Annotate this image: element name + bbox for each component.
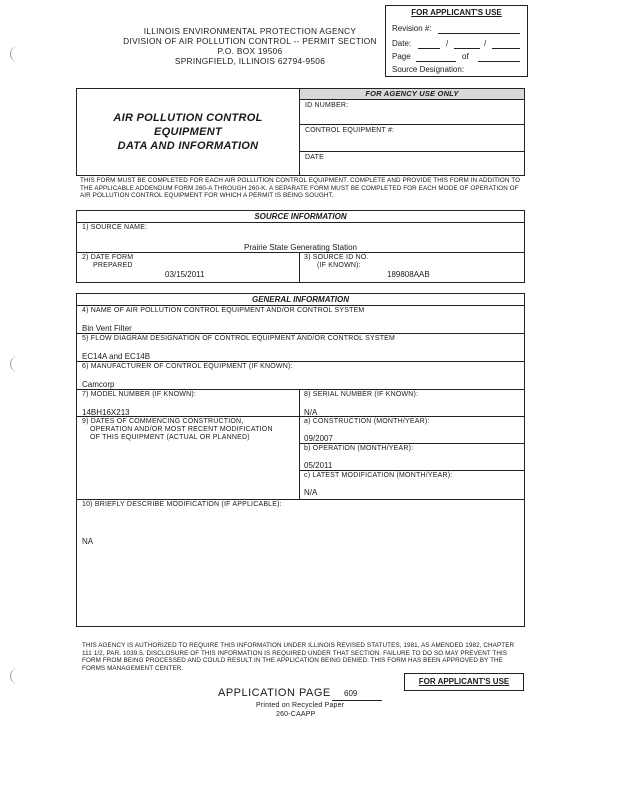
form-title-line1: AIR POLLUTION CONTROL <box>113 112 263 124</box>
applicant-use-box-bottom <box>404 673 524 691</box>
agency-date-label: DATE <box>305 154 324 161</box>
date-label: Date: <box>392 39 412 48</box>
q4-value: Bin Vent Filter <box>82 324 132 333</box>
page-label: Page <box>392 52 411 61</box>
q9a-label: a) CONSTRUCTION (MONTH/YEAR): <box>304 418 430 425</box>
scan-mark <box>10 668 19 684</box>
q9-label-3: OF THIS EQUIPMENT (ACTUAL OR PLANNED) <box>90 434 250 441</box>
title-block <box>76 88 525 176</box>
form-title-line3: DATA AND INFORMATION <box>117 140 259 152</box>
agency-header <box>110 26 390 66</box>
q7-value: 14BH16X213 <box>82 408 130 417</box>
q9c-value: N/A <box>304 488 318 497</box>
q9-label: 9) DATES OF COMMENCING CONSTRUCTION, <box>82 418 244 425</box>
page-of: of <box>462 52 469 61</box>
applicant-use-box-top <box>385 5 528 77</box>
id-number-label: ID NUMBER: <box>305 102 349 109</box>
q8-label: 8) SERIAL NUMBER (IF KNOWN): <box>304 391 419 398</box>
agency-name: ILLINOIS ENVIRONMENTAL PROTECTION AGENCY <box>143 26 357 36</box>
printed-on-recycled: Printed on Recycled Paper <box>256 702 345 709</box>
q5-label: 5) FLOW DIAGRAM DESIGNATION OF CONTROL EQUIPMENT AND/OR CONTROL SYSTEM <box>82 335 396 342</box>
q8-value: N/A <box>304 408 318 417</box>
source-id-value: 189808AAB <box>387 270 430 279</box>
form-title <box>77 111 299 153</box>
general-info-heading: GENERAL INFORMATION <box>251 295 350 304</box>
agency-city: SPRINGFIELD, ILLINOIS 62794-9506 <box>174 56 326 66</box>
date-separator: / <box>484 39 487 48</box>
application-page-value: 609 <box>344 689 358 698</box>
applicant-use-bottom-title: FOR APPLICANT'S USE <box>418 677 510 686</box>
source-name-label: 1) SOURCE NAME: <box>82 224 148 231</box>
scan-mark <box>10 356 19 372</box>
q10-label: 10) BRIEFLY DESCRIBE MODIFICATION (IF APPLICABLE): <box>82 501 282 508</box>
general-info-section <box>76 293 525 627</box>
date-form-prepared-label: 2) DATE FORM <box>82 254 134 261</box>
q5-value: EC14A and EC14B <box>82 352 151 361</box>
source-id-label: 3) SOURCE ID NO. <box>304 254 369 261</box>
q4-label: 4) NAME OF AIR POLLUTION CONTROL EQUIPMENT AND/OR CONTROL SYSTEM <box>82 307 365 314</box>
q9c-label: c) LATEST MODIFICATION (MONTH/YEAR): <box>304 472 453 479</box>
instructions: THIS FORM MUST BE COMPLETED FOR EACH AIR POLLUTION CONTROL EQUIPMENT. COMPLETE AND PROVIDE THIS FORM IN ADDITION TO THE APPLICABLE ADDENDUM FORM 260-A THROUGH 260-K. A SEPARATE FORM MUST BE COMPLETED FOR EACH MODE OF OPERATION OF AIR POLLUTION CONTROL EQUIPMENT FOR WHICH A PERMIT IS BEING SOUGHT. <box>80 177 521 200</box>
revision-label: Revision #: <box>392 24 432 33</box>
q9b-label: b) OPERATION (MONTH/YEAR): <box>304 445 414 452</box>
form-title-line2: EQUIPMENT <box>153 126 223 138</box>
agency-use-title: FOR AGENCY USE ONLY <box>300 89 524 100</box>
q6-value: Camcorp <box>82 380 115 389</box>
source-id-label-2: (IF KNOWN): <box>317 262 361 269</box>
source-info-section <box>76 210 525 283</box>
source-name-value: Prairie State Generating Station <box>244 243 357 252</box>
agency-division: DIVISION OF AIR POLLUTION CONTROL -- PERMIT SECTION <box>123 36 377 46</box>
source-designation-label: Source Designation: <box>392 65 465 74</box>
application-page-label: APPLICATION PAGE <box>218 687 331 699</box>
date-separator: / <box>446 39 449 48</box>
q9b-value: 05/2011 <box>304 461 333 470</box>
source-info-heading: SOURCE INFORMATION <box>254 212 347 221</box>
q9a-value: 09/2007 <box>304 434 333 443</box>
q6-label: 6) MANUFACTURER OF CONTROL EQUIPMENT (IF KNOWN): <box>82 363 293 370</box>
date-form-prepared-label-2: PREPARED <box>93 262 133 269</box>
q9-label-2: OPERATION AND/OR MOST RECENT MODIFICATION <box>90 426 273 433</box>
agency-po-box: P.O. BOX 19506 <box>217 46 283 56</box>
form-code: 260-CAAPP <box>276 711 316 718</box>
control-equipment-label: CONTROL EQUIPMENT #: <box>305 127 395 134</box>
applicant-use-title: FOR APPLICANT'S USE <box>411 8 502 17</box>
date-form-prepared-value: 03/15/2011 <box>165 270 205 279</box>
q7-label: 7) MODEL NUMBER (IF KNOWN): <box>82 391 197 398</box>
scan-mark <box>10 46 19 62</box>
footer-notice: THIS AGENCY IS AUTHORIZED TO REQUIRE THIS INFORMATION UNDER ILLINOIS REVISED STATUTES, 1981, AS AMENDED 1982, CHAPTER 111 1/2, PAR. 1039.5. DISCLOSURE OF THIS INFORMATION IS REQUIRED UNDER THAT SECTION. FAILURE TO DO SO MAY PREVENT THIS FORM FROM BEING PROCESSED AND COULD RESULT IN THE APPLICATION BEING DENIED. THIS FORM HAS BEEN APPROVED BY THE FORMS MANAGEMENT CENTER. <box>82 642 515 672</box>
q10-value: NA <box>82 537 94 546</box>
